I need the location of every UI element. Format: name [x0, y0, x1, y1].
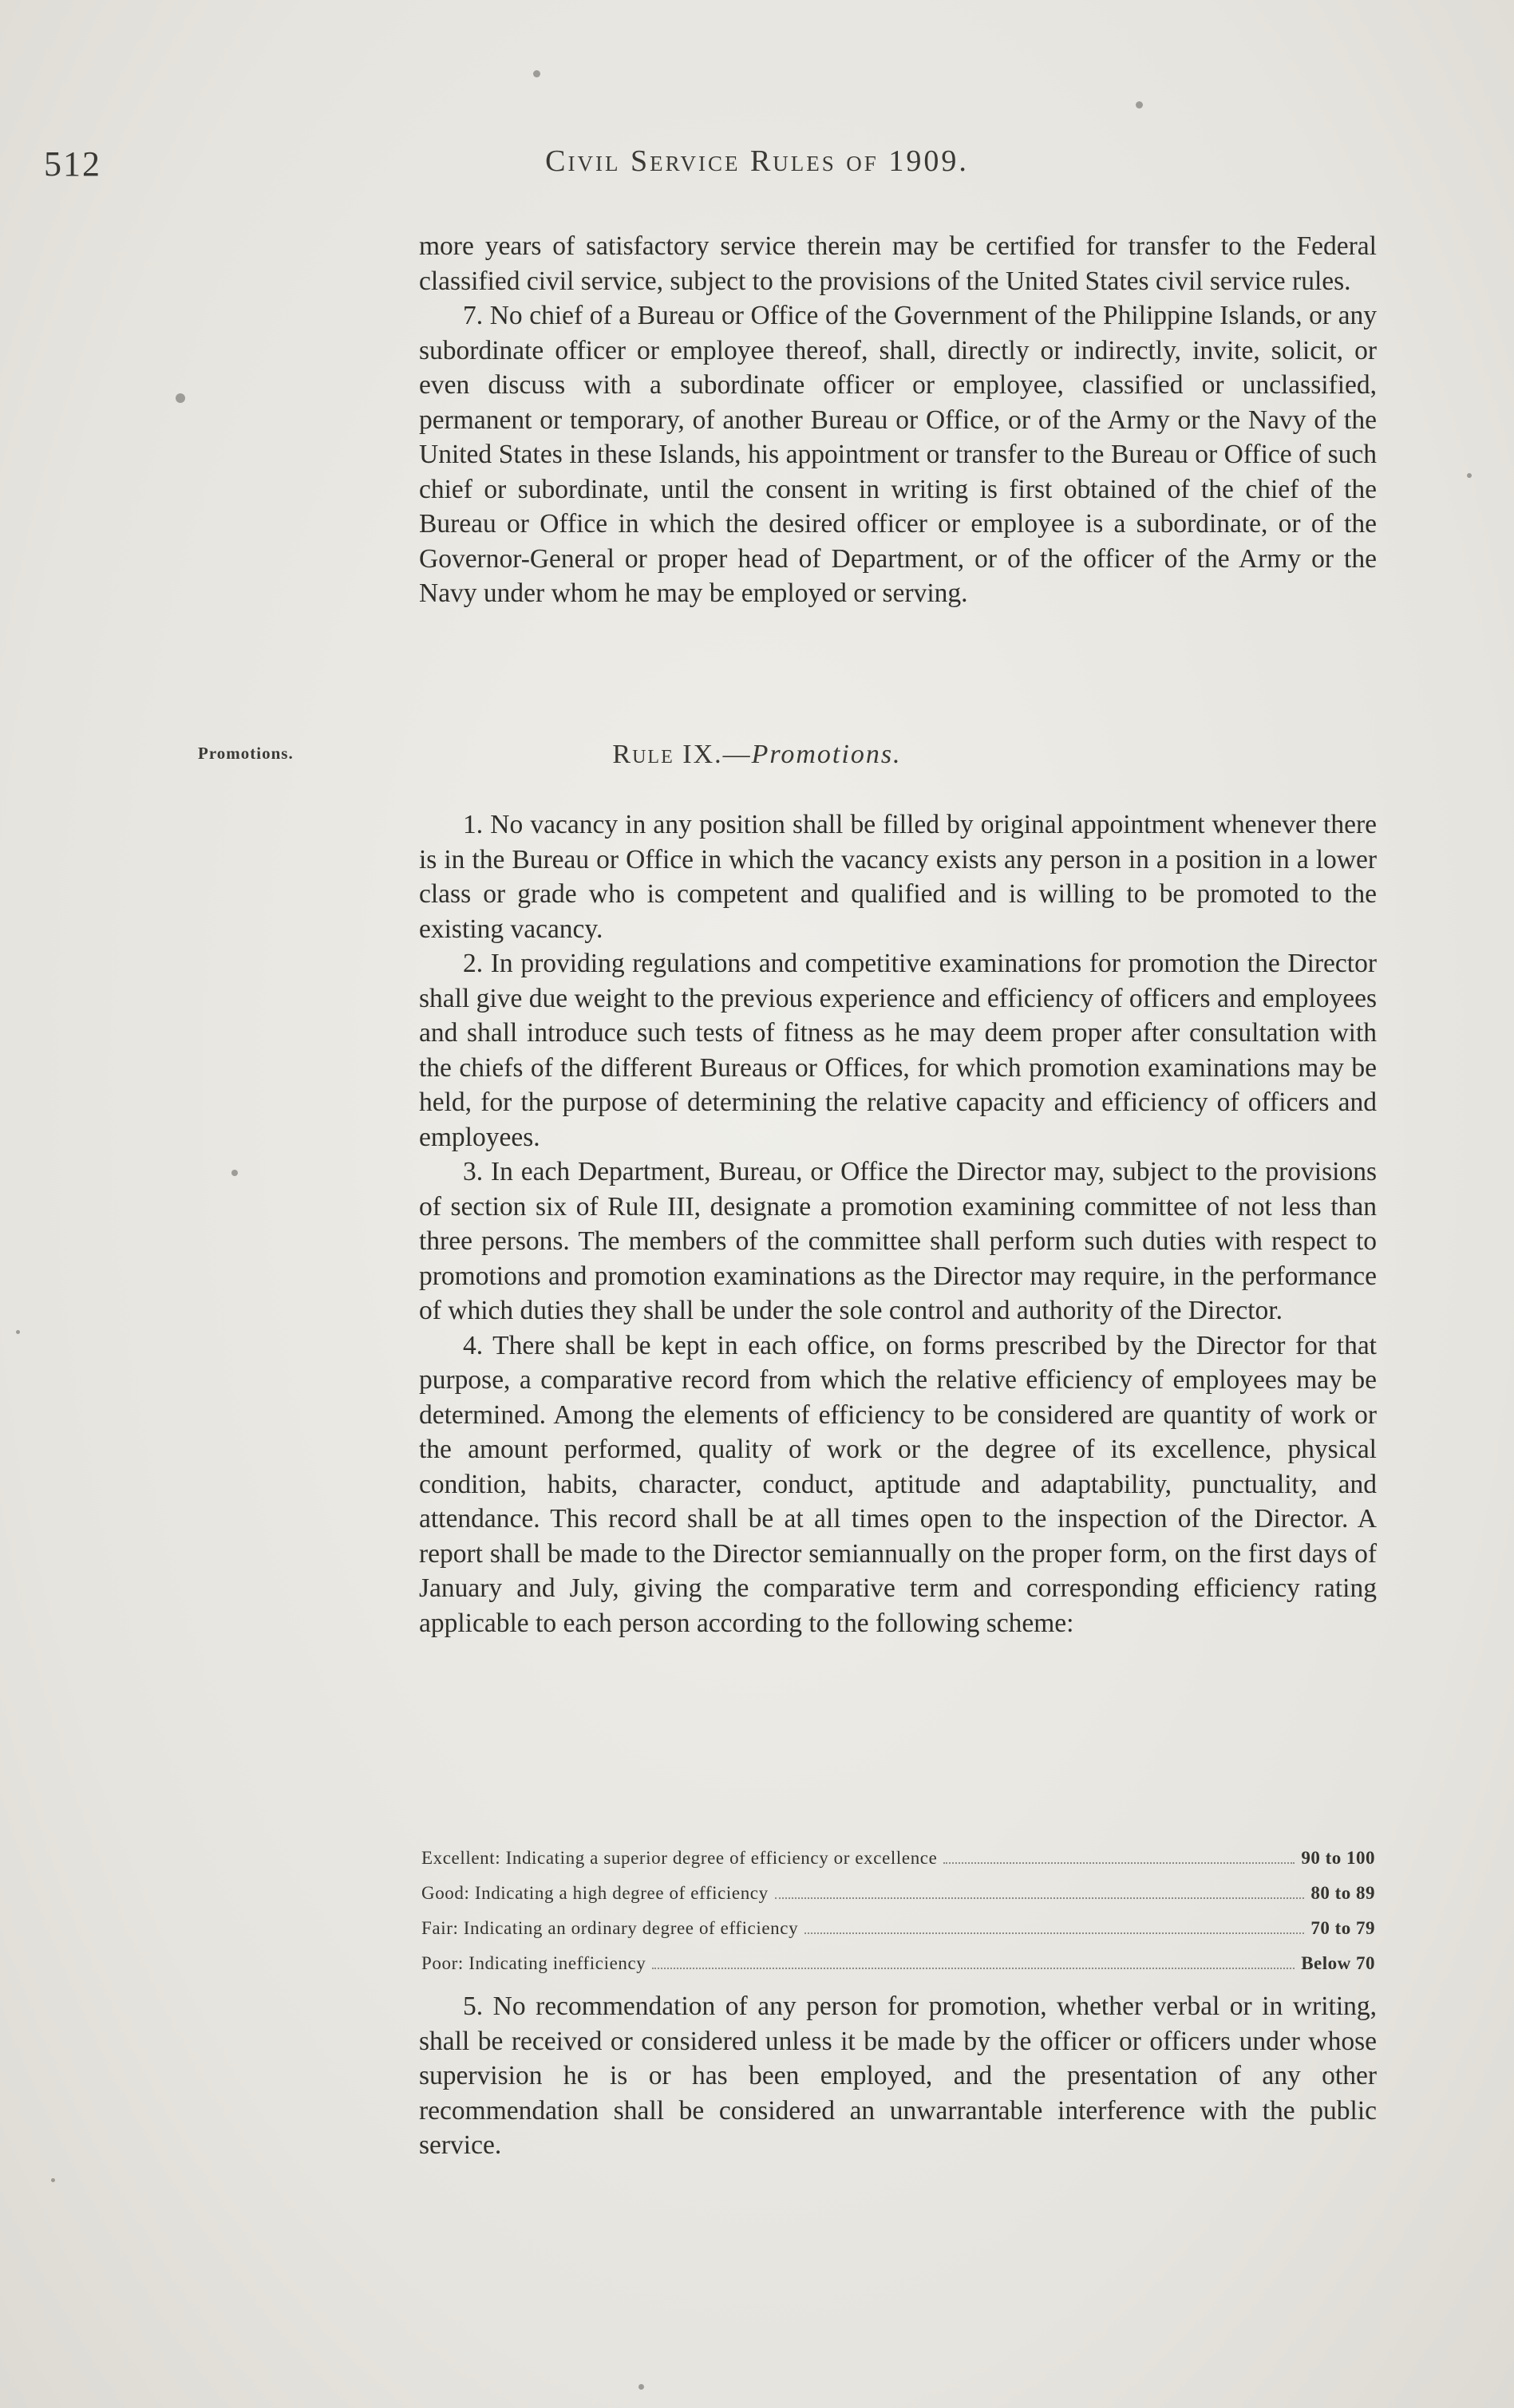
scale-range: 80 to 89	[1310, 1883, 1375, 1903]
scan-speck	[533, 70, 540, 77]
scan-speck	[231, 1170, 238, 1176]
paragraph-5: 5. No recommendation of any person for promotion, whether verbal or in writing, shall be received or considered unless it be made by the officer or officers under whose supervision he is or has been employed, and the presentation of any other recommendation shall be considered an unwarrantable interference with the public service.	[419, 1992, 1377, 2160]
margin-note: Promotions.	[198, 744, 294, 763]
scale-row-good	[421, 1876, 1375, 1911]
dot-leader	[652, 1968, 1295, 1969]
scale-range: 90 to 100	[1301, 1848, 1375, 1868]
dot-leader	[804, 1932, 1304, 1934]
paragraph-2: 2. In providing regulations and competitive examinations for promotion the Director shall give due weight to the previous experience and efficiency of officers and employees and shall introduce such tests of fitness as he may deem proper after consultation with the chiefs of the different Bureaus or Offices, for which promotion examinations may be held, for the purpose of determining the relative capacity and efficiency of officers and employees.	[419, 949, 1377, 1152]
paragraph-continuation: more years of satisfactory service therein may be certified for transfer to the Federal classified civil service, subject to the provisions of the United States civil service rules.	[419, 231, 1377, 296]
text-block-bottom	[419, 1989, 1377, 2163]
paragraph-3: 3. In each Department, Bureau, or Office the Director may, subject to the provisions of section six of Rule III, designate a promotion examining committee of not less than three persons. The members of the committee shall perform such duties with respect to promotions and promotion examinations as the Director may require, in the performance of which duties they shall be under the sole control and authority of the Director.	[419, 1157, 1377, 1325]
paragraph-4: 4. There shall be kept in each office, on forms prescribed by the Director for that purpose, a comparative record from which the relative efficiency of employees may be determined. Among the elements of efficiency to be considered are quantity of work or the amount performed, quality of work or the degree of its excellence, physical condition, habits, character, conduct, aptitude and adaptability, punctuality, and attendance. This record shall be at all times open to the inspection of the Director. A report shall be made to the Director semiannually on the proper form, on the first days of January and July, giving the comparative term and corresponding efficiency rating applicable to each person according to the following scheme:	[419, 1330, 1377, 1638]
scale-range: 70 to 79	[1310, 1918, 1375, 1938]
scan-speck	[16, 1330, 20, 1334]
text-block-promotions	[419, 807, 1377, 1640]
scan-speck	[638, 2384, 644, 2390]
scale-label: Poor: Indicating inefficiency	[421, 1953, 646, 1973]
scan-speck	[176, 393, 185, 403]
scale-label: Fair: Indicating an ordinary degree of efficiency	[421, 1918, 799, 1938]
dot-leader	[943, 1862, 1295, 1864]
scale-label: Good: Indicating a high degree of efficiency	[421, 1883, 769, 1903]
text-block-top	[419, 229, 1377, 611]
scan-speck	[1136, 101, 1143, 109]
page-number: 512	[44, 144, 101, 184]
scale-row-poor	[421, 1946, 1375, 1981]
rule-number: Rule IX.	[612, 740, 723, 769]
running-head: Civil Service Rules of 1909.	[545, 144, 969, 178]
scan-speck	[1467, 473, 1472, 478]
rule-heading	[0, 740, 1514, 770]
scale-row-fair	[421, 1911, 1375, 1946]
scale-label: Excellent: Indicating a superior degree of efficiency or excellence	[421, 1848, 938, 1868]
scale-row-excellent	[421, 1841, 1375, 1876]
efficiency-scale	[421, 1841, 1375, 1981]
paragraph-7: 7. No chief of a Bureau or Office of the Government of the Philippine Islands, or any subordinate officer or employee thereof, shall, directly or indirectly, invite, solicit, or even discuss with a subordinate officer or employee, classified or unclassified, permanent or temporary, of another Bureau or Office, or of the Army or the Navy of the United States in these Islands, his appointment or transfer to the Bureau or Office of such chief or subordinate, until the consent in writing is first obtained of the chief of the Bureau or Office in which the desired officer or employee is a subordinate, or of the Governor-General or proper head of Department, or of the officer of the Army or the Navy under whom he may be employed or serving.	[419, 301, 1377, 608]
scale-range: Below 70	[1301, 1953, 1375, 1973]
scan-speck	[51, 2178, 55, 2182]
paragraph-1: 1. No vacancy in any position shall be filled by original appointment whenever there is in the Bureau or Office in which the vacancy exists any person in a position in a lower class or grade who is competent and qualified and is willing to be promoted to the existing vacancy.	[419, 810, 1377, 944]
rule-title: Promotions.	[751, 740, 902, 769]
dot-leader	[775, 1897, 1305, 1899]
rule-dash: —	[722, 740, 752, 769]
